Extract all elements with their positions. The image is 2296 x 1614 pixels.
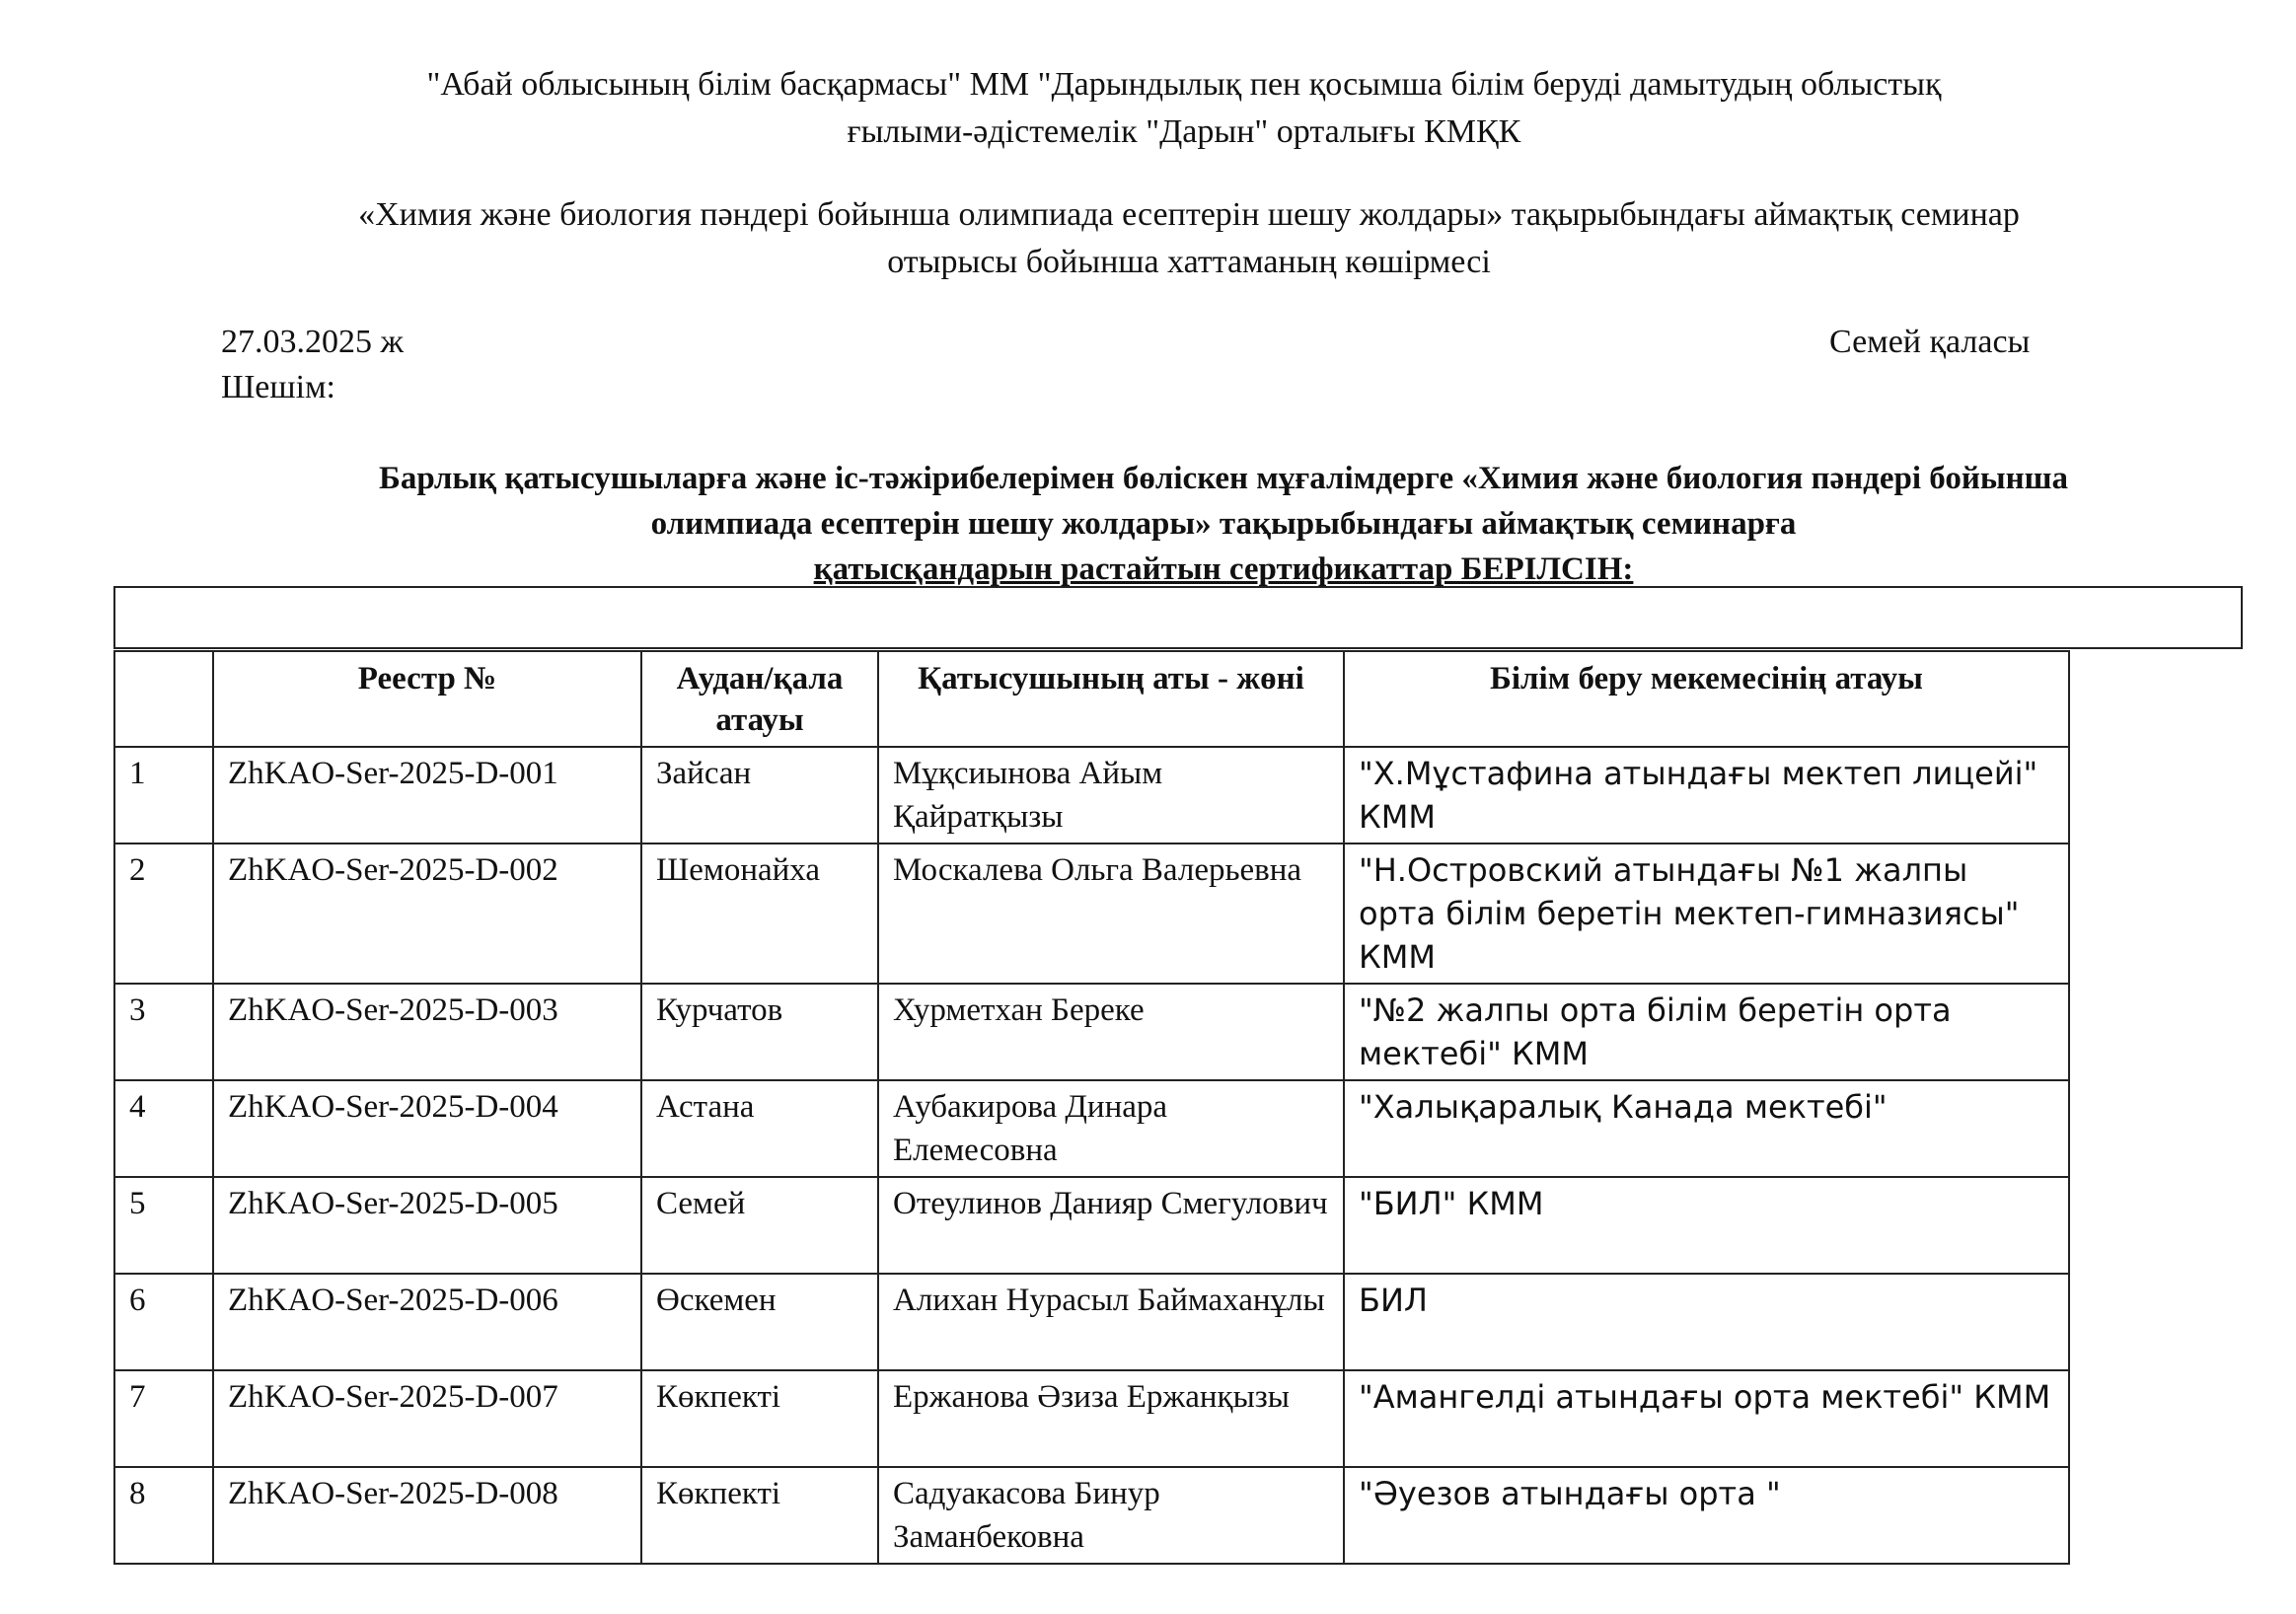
header-participant: Қатысушының аты - жөні — [878, 651, 1344, 747]
row-district: Шемонайха — [641, 844, 878, 984]
row-participant: Москалева Ольга Валерьевна — [878, 844, 1344, 984]
row-participant: Алихан Нурасыл Баймаханұлы — [878, 1274, 1344, 1370]
org-line-2: ғылыми-әдістемелік "Дарын" орталығы КМҚК — [847, 113, 1521, 150]
row-registry: ZhKAO-Ser-2025-D-006 — [213, 1274, 641, 1370]
header-district: Аудан/қала атауы — [641, 651, 878, 747]
row-district: Курчатов — [641, 984, 878, 1080]
document-title — [237, 191, 2141, 286]
document-date: 27.03.2025 ж — [221, 324, 404, 360]
document-city: Семей қаласы — [1829, 324, 2031, 360]
row-participant: Аубакирова Динара Елемесовна — [878, 1080, 1344, 1177]
row-district: Семей — [641, 1177, 878, 1274]
row-num: 7 — [114, 1370, 213, 1467]
row-participant: Отеулинов Данияр Смегулович — [878, 1177, 1344, 1274]
row-institution: "Х.Мұстафина атындағы мектеп лицейі" КММ — [1344, 747, 2069, 844]
row-registry: ZhKAO-Ser-2025-D-008 — [213, 1467, 641, 1564]
header-num — [114, 651, 213, 747]
row-participant: Садуакасова Бинур Заманбековна — [878, 1467, 1344, 1564]
row-district: Өскемен — [641, 1274, 878, 1370]
row-institution: "Амангелді атындағы орта мектебі" КММ — [1344, 1370, 2069, 1467]
resolution-line-3: қатысқандарын растайтын сертификаттар БЕРІЛСІН: — [813, 551, 1634, 587]
row-registry: ZhKAO-Ser-2025-D-003 — [213, 984, 641, 1080]
table-row — [114, 1467, 2069, 1564]
certificate-registry-table — [113, 650, 2070, 1565]
title-line-2: отырысы бойынша хаттаманың көшірмесі — [887, 244, 1491, 280]
row-district: Астана — [641, 1080, 878, 1177]
row-num: 6 — [114, 1274, 213, 1370]
header-institution: Білім беру мекемесінің атауы — [1344, 651, 2069, 747]
row-institution: "Әуезов атындағы орта " — [1344, 1467, 2069, 1564]
row-num: 2 — [114, 844, 213, 984]
table-row — [114, 844, 2069, 984]
row-registry: ZhKAO-Ser-2025-D-004 — [213, 1080, 641, 1177]
organization-header — [296, 61, 2072, 156]
row-participant: Ержанова Әзиза Ержанқызы — [878, 1370, 1344, 1467]
table-row — [114, 1274, 2069, 1370]
row-registry: ZhKAO-Ser-2025-D-005 — [213, 1177, 641, 1274]
resolution-line-2: олимпиада есептерін шешу жолдары» тақырыбындағы аймақтық семинарға — [650, 506, 1797, 542]
header-registry: Реестр № — [213, 651, 641, 747]
row-institution: БИЛ — [1344, 1274, 2069, 1370]
row-institution: "Н.Островский атындағы №1 жалпы орта білім беретін мектеп-гимназиясы" КММ — [1344, 844, 2069, 984]
row-institution: "Халықаралық Канада мектебі" — [1344, 1080, 2069, 1177]
table-row — [114, 1370, 2069, 1467]
row-institution: "БИЛ" КММ — [1344, 1177, 2069, 1274]
row-registry: ZhKAO-Ser-2025-D-002 — [213, 844, 641, 984]
row-num: 4 — [114, 1080, 213, 1177]
table-header-row — [114, 651, 2069, 747]
row-num: 8 — [114, 1467, 213, 1564]
resolution-line-1: Барлық қатысушыларға және іс-тәжірибелерімен бөліскен мұғалімдерге «Химия және биология пәндері бойынша — [379, 461, 2068, 496]
table-row — [114, 984, 2069, 1080]
table-row — [114, 1177, 2069, 1274]
org-line-1: "Абай облысының білім басқармасы" ММ "Дарындылық пен қосымша білім беруді дамытудың облыстық — [426, 66, 1942, 103]
row-num: 5 — [114, 1177, 213, 1274]
row-district: Көкпекті — [641, 1467, 878, 1564]
table-row — [114, 747, 2069, 844]
title-line-1: «Химия және биология пәндері бойынша олимпиада есептерін шешу жолдары» тақырыбындағы аймақтық семинар — [358, 196, 2020, 233]
row-participant: Хурметхан Береке — [878, 984, 1344, 1080]
row-registry: ZhKAO-Ser-2025-D-007 — [213, 1370, 641, 1467]
table-empty-header-row — [113, 586, 2243, 649]
row-institution: "№2 жалпы орта білім беретін орта мектебі" КММ — [1344, 984, 2069, 1080]
row-district: Көкпекті — [641, 1370, 878, 1467]
decision-label: Шешім: — [221, 369, 335, 405]
row-participant: Мұқсиынова Айым Қайратқызы — [878, 747, 1344, 844]
resolution-text — [197, 456, 2250, 592]
row-num: 3 — [114, 984, 213, 1080]
row-registry: ZhKAO-Ser-2025-D-001 — [213, 747, 641, 844]
table-row — [114, 1080, 2069, 1177]
row-district: Зайсан — [641, 747, 878, 844]
row-num: 1 — [114, 747, 213, 844]
